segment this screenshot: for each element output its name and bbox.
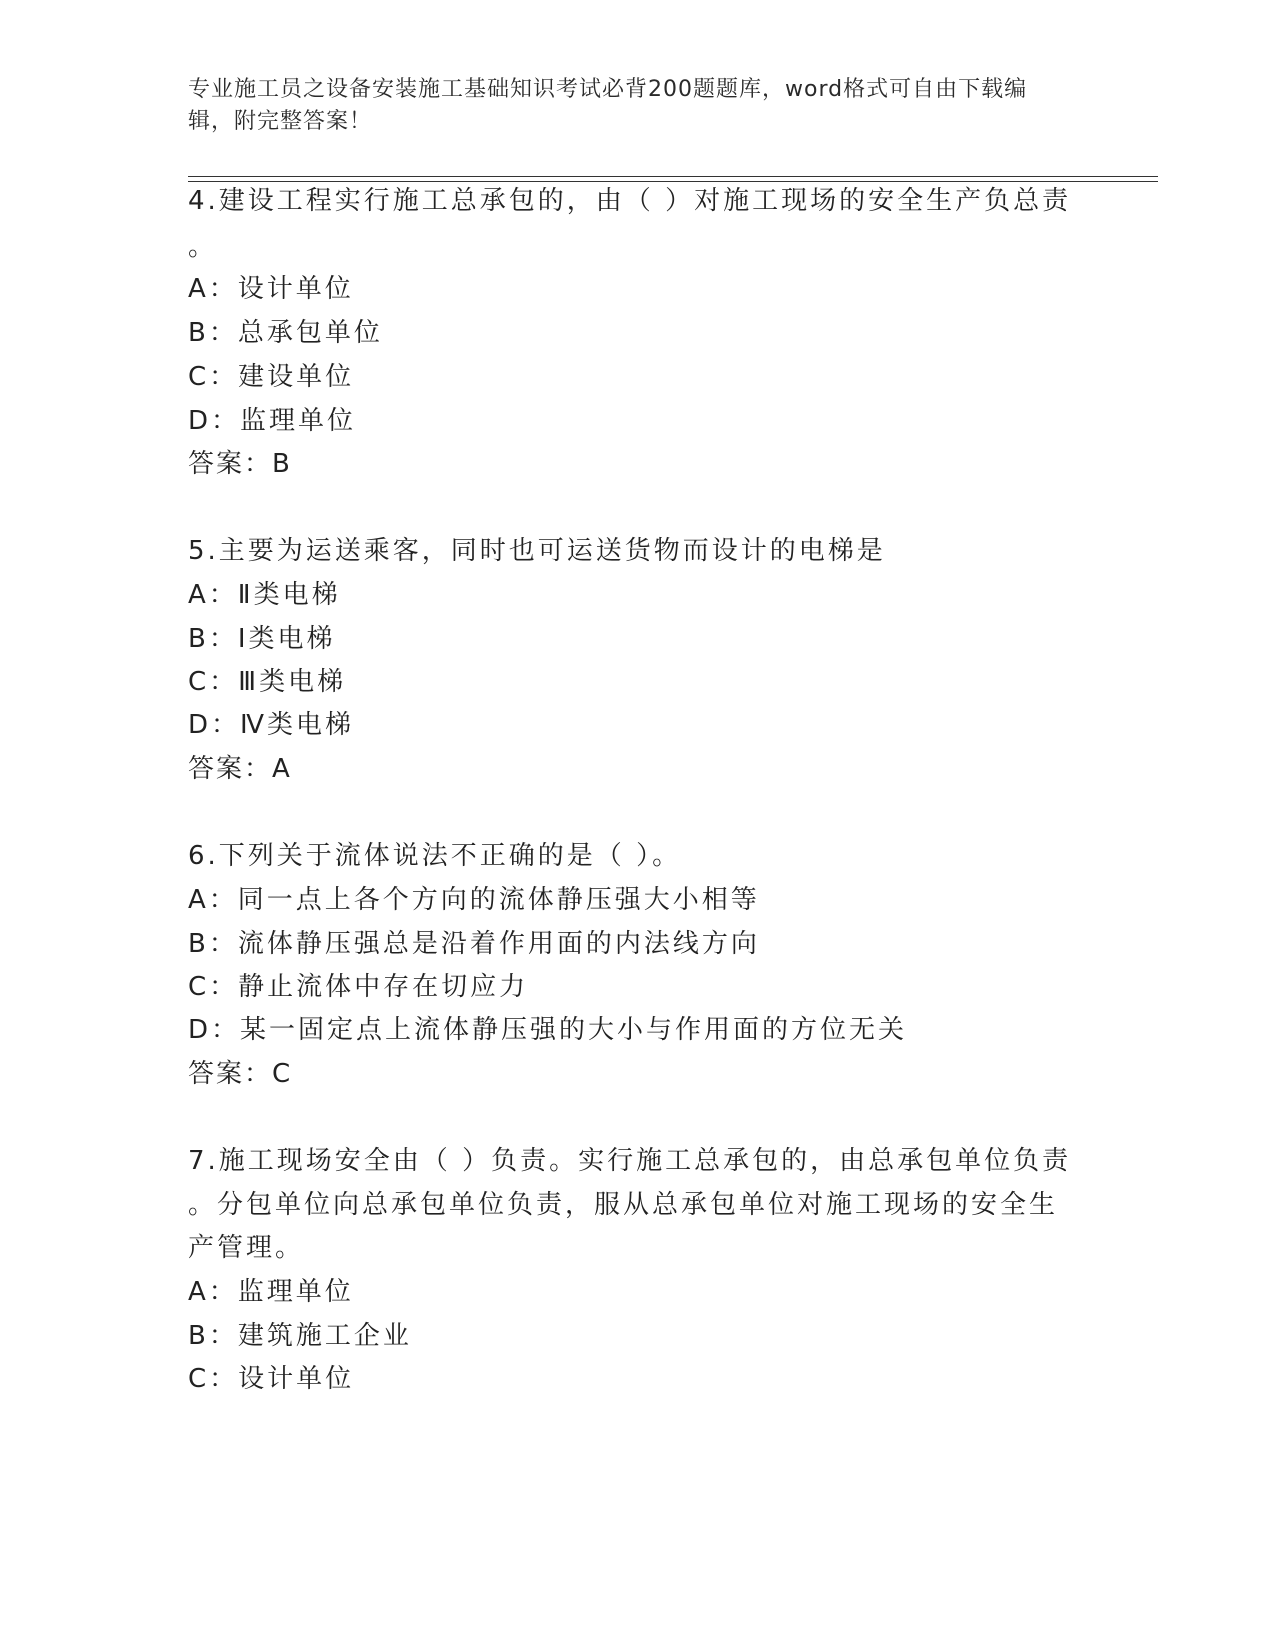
question-4-option-a: A：设计单位 xyxy=(188,274,354,304)
question-5-answer: 答案：A xyxy=(188,754,292,784)
question-4-answer: 答案：B xyxy=(188,449,292,479)
question-5-option-c: C：Ⅲ类电梯 xyxy=(188,667,347,697)
question-7-stem-line-2: 。分包单位向总承包单位负责，服从总承包单位对施工现场的安全生 xyxy=(188,1190,1059,1220)
question-7-option-c: C：设计单位 xyxy=(188,1364,355,1394)
question-7-stem-line-3: 产管理。 xyxy=(188,1233,305,1263)
question-6-option-c: C：静止流体中存在切应力 xyxy=(188,972,529,1002)
question-7-option-b: B：建筑施工企业 xyxy=(188,1321,412,1351)
question-4-stem-line-2: 。 xyxy=(188,232,218,262)
question-5-option-d: D：Ⅳ类电梯 xyxy=(188,710,355,740)
question-4-option-c: C：建设单位 xyxy=(188,362,355,392)
question-6-option-a: A：同一点上各个方向的流体静压强大小相等 xyxy=(188,885,760,915)
question-7-stem-line-1: 7.施工现场安全由（ ）负责。实行施工总承包的，由总承包单位负责 xyxy=(188,1146,1072,1176)
document-header: 专业施工员之设备安装施工基础知识考试必背200题题库，word格式可自由下载编辑，附完整答案！ xyxy=(188,77,1028,134)
question-6-answer: 答案：C xyxy=(188,1059,293,1089)
header-divider-bottom xyxy=(188,181,1158,182)
question-4-option-d: D：监理单位 xyxy=(188,406,357,436)
question-7-option-a: A：监理单位 xyxy=(188,1277,354,1307)
question-5-stem-line-1: 5.主要为运送乘客，同时也可运送货物而设计的电梯是 xyxy=(188,536,886,566)
question-4-option-b: B：总承包单位 xyxy=(188,318,383,348)
question-5-option-a: A：Ⅱ类电梯 xyxy=(188,580,341,610)
question-6-option-d: D：某一固定点上流体静压强的大小与作用面的方位无关 xyxy=(188,1015,908,1045)
question-4-stem-line-1: 4.建设工程实行施工总承包的，由（ ）对施工现场的安全生产负总责 xyxy=(188,186,1072,216)
header-divider-top xyxy=(188,176,1158,177)
question-5-option-b: B：Ⅰ类电梯 xyxy=(188,624,336,654)
question-6-stem-line-1: 6.下列关于流体说法不正确的是（ ）。 xyxy=(188,841,682,871)
question-6-option-b: B：流体静压强总是沿着作用面的内法线方向 xyxy=(188,929,760,959)
